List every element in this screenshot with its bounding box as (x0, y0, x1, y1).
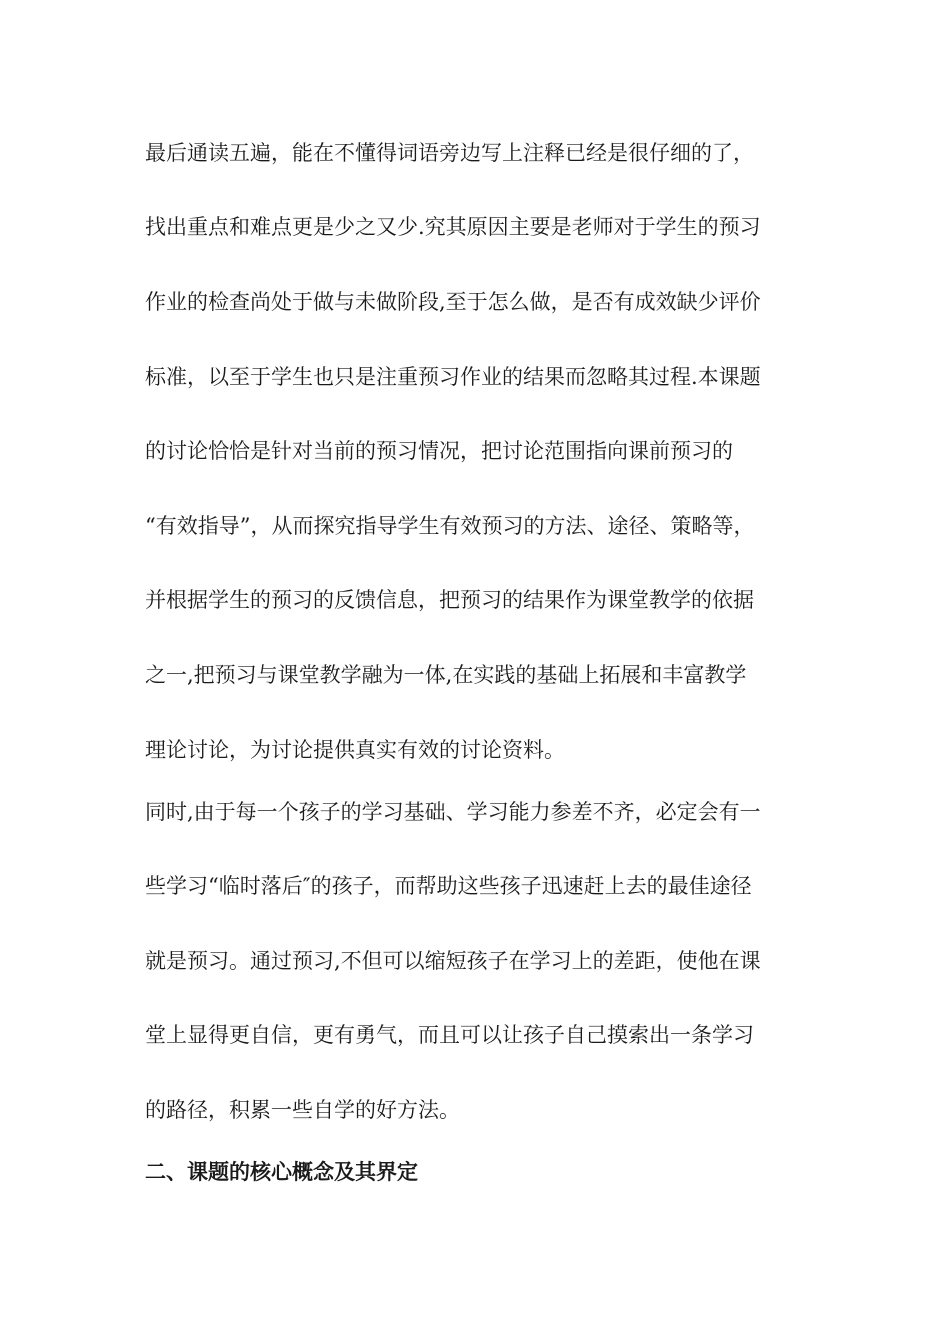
paragraph-line: 同时,由于每一个孩子的学习基础、学习能力参差不齐，必定会有一 (145, 800, 761, 824)
section-heading: 二、课题的核心概念及其界定 (145, 1160, 418, 1184)
paragraph-line: 之一,把预习与课堂教学融为一体,在实践的基础上拓展和丰富教学 (145, 663, 747, 687)
paragraph-line: 的讨论恰恰是针对当前的预习情况，把讨论范围指向课前预习的 (145, 439, 733, 463)
paragraph-line: 最后通读五遍，能在不懂得词语旁边写上注释已经是很仔细的了， (145, 141, 754, 165)
paragraph-line: 标准，以至于学生也只是注重预习作业的结果而忽略其过程.本课题 (145, 365, 761, 389)
paragraph-line: 作业的检查尚处于做与未做阶段,至于怎么做，是否有成效缺少评价 (145, 290, 761, 314)
paragraph-line: 并根据学生的预习的反馈信息，把预习的结果作为课堂教学的依据 (145, 588, 754, 612)
paragraph-line: 堂上显得更自信，更有勇气，而且可以让孩子自己摸索出一条学习 (145, 1023, 754, 1047)
paragraph-line: 些学习“临时落后″的孩子，而帮助这些孩子迅速赶上去的最佳途径 (145, 874, 752, 898)
paragraph-line: “有效指导”，从而探究指导学生有效预习的方法、途径、策略等， (145, 514, 755, 538)
paragraph-line: 就是预习。通过预习,不但可以缩短孩子在学习上的差距，使他在课 (145, 949, 761, 973)
paragraph-line: 找出重点和难点更是少之又少.究其原因主要是老师对于学生的预习 (145, 215, 761, 239)
paragraph-line: 理论讨论，为讨论提供真实有效的讨论资料。 (145, 738, 565, 762)
paragraph-line: 的路径，积累一些自学的好方法。 (145, 1098, 460, 1122)
